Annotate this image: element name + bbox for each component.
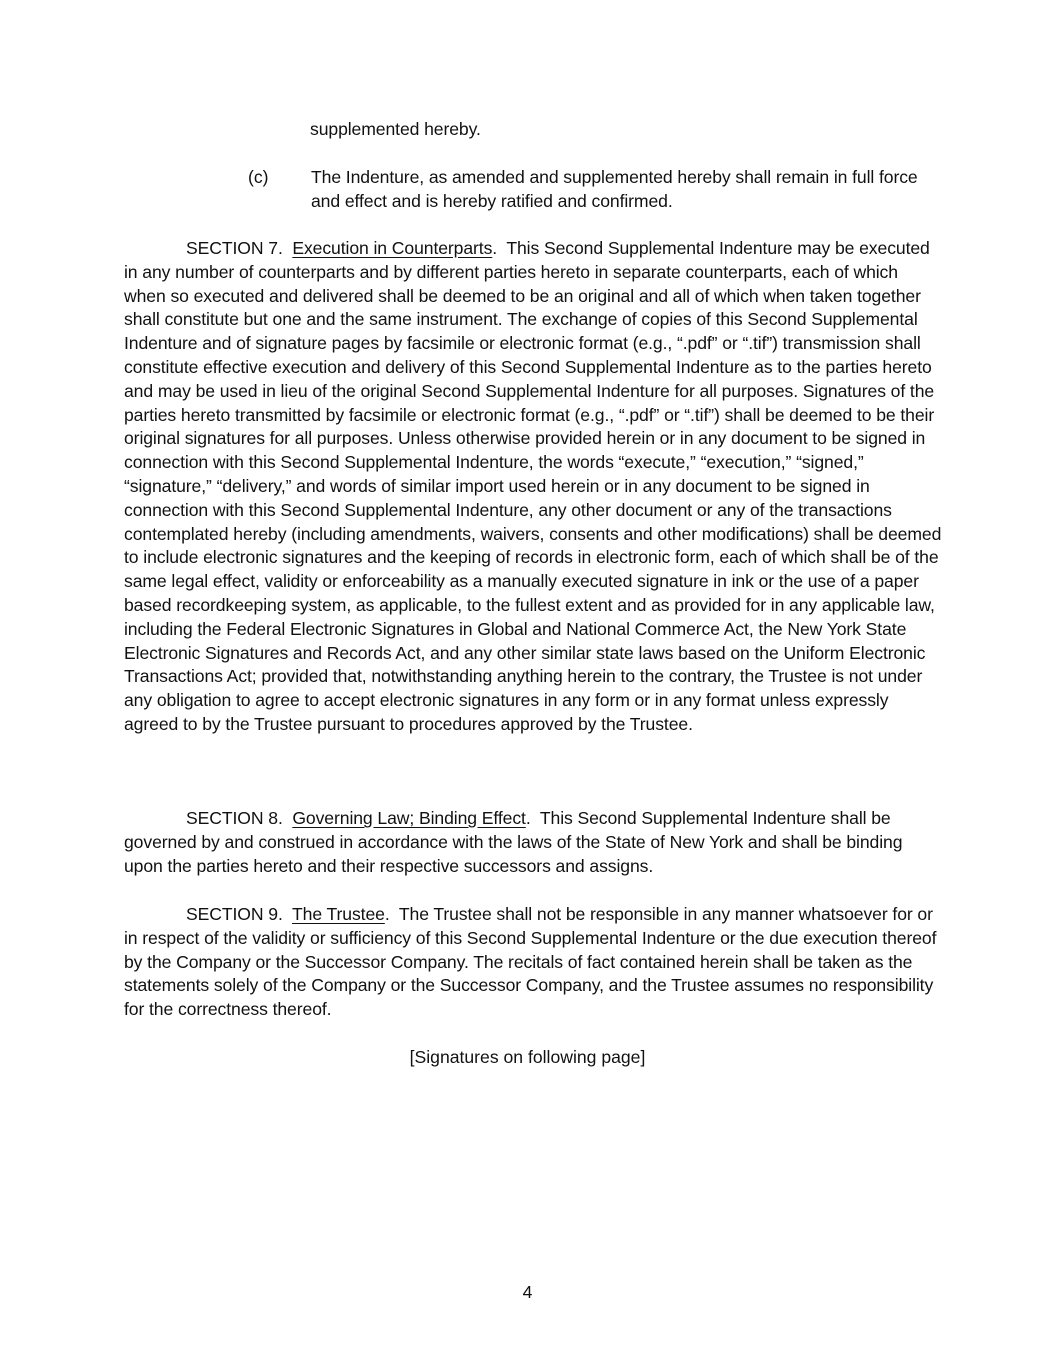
section-8-paragraph: SECTION 8. Governing Law; Binding Effect. This Second Supplemental Indenture shall be governed by and construed in accordance with the laws of the State of New York and shall be binding upon the parties hereto and their respective successors and assigns. [124,808,903,876]
item-c-text: The Indenture, as amended and supplemented hereby shall remain in full force and effect and is hereby ratified and confirmed. [311,167,918,211]
section-9-paragraph: SECTION 9. The Trustee. The Trustee shall not be responsible in any manner whatsoever for or in respect of the validity or sufficiency of this Second Supplemental Indenture or the due execution thereof by the Company or the Successor Company. The recitals of fact contained herein shall be taken as the statements solely of the Company or the Successor Company, and the Trustee assumes no responsibility for the correctness thereof. [124,904,937,1020]
section-9-number: SECTION 9. [186,904,283,924]
section-9-body: The Trustee shall not be responsible in any manner whatsoever for or in respect of the validity or sufficiency of this Second Supplemental Indenture or the due execution thereof by the Company or the Successor Company. The recitals of fact contained herein shall be taken as the statements solely of the Company or the Successor Company, and the Trustee assumes no responsibility for the correctness thereof. [124,904,937,1020]
section-8-heading: Governing Law; Binding Effect [292,808,526,828]
section-8-number: SECTION 8. [186,808,283,828]
section-7-paragraph: SECTION 7. Execution in Counterparts. This Second Supplemental Indenture may be executed in any number of counterparts and by different parties hereto in separate counterparts, each of which when so executed and delivered shall be deemed to be an original and all of which when taken together shall constitute but one and the same instrument. The exchange of copies of this Second Supplemental Indenture and of signature pages by facsimile or electronic format (e.g., “.pdf” or “.tif”) transmission shall constitute effective execution and delivery of this Second Supplemental Indenture as to the parties hereto and may be used in lieu of the original Second Supplemental Indenture for all purposes. Signatures of the parties hereto transmitted by facsimile or electronic format (e.g., “.pdf” or “.tif”) shall be deemed to be their original signatures for all purposes. Unless otherwise provided herein or in any document to be signed in connection with this Second Supplemental Indenture, the words “execute,” “execution,” “signed,” “signature,” “delivery,” and words of similar import used herein or in any document to be signed in connection with this Second Supplemental Indenture, any other document or any of the transactions contemplated hereby (including amendments, waivers, consents and other modifications) shall be deemed to include electronic signatures and the keeping of records in electronic form, each of which shall be of the same legal effect, validity or enforceability as a manually executed signature in ink or the use of a paper based recordkeeping system, as applicable, to the fullest extent and as provided for in any applicable law, including the Federal Electronic Signatures in Global and National Commerce Act, the New York State Electronic Signatures and Records Act, and any other similar state laws based on the Uniform Electronic Transactions Act; provided that, notwithstanding anything herein to the contrary, the Trustee is not under any obligation to agree to accept electronic signatures in any form or in any format unless expressly agreed to by the Trustee pursuant to procedures approved by the Trustee. [124,238,942,734]
section-8-body: This Second Supplemental Indenture shall be governed by and construed in accordance with the laws of the State of New York and shall be binding upon the parties hereto and their respective successors and assigns. [124,808,903,876]
section-9-heading: The Trustee [292,904,385,924]
item-c-label: (c) [248,167,269,187]
section-7-number: SECTION 7. [186,238,283,258]
page-number: 4 [522,1282,533,1302]
signatures-note: [Signatures on following page] [409,1047,646,1067]
continuation-text: supplemented hereby. [310,119,481,139]
section-7-heading: Execution in Counterparts [292,238,493,258]
section-7-body: This Second Supplemental Indenture may be executed in any number of counterparts and by different parties hereto in separate counterparts, each of which when so executed and delivered shall be deemed to be an original and all of which when taken together shall constitute but one and the same instrument. The exchange of copies of this Second Supplemental Indenture and of signature pages by facsimile or electronic format (e.g., “.pdf” or “.tif”) transmission shall constitute effective execution and delivery of this Second Supplemental Indenture as to the parties hereto and may be used in lieu of the original Second Supplemental Indenture for all purposes. Signatures of the parties hereto transmitted by facsimile or electronic format (e.g., “.pdf” or “.tif”) shall be deemed to be their original signatures for all purposes. Unless otherwise provided herein or in any document to be signed in connection with this Second Supplemental Indenture, the words “execute,” “execution,” “signed,” “signature,” “delivery,” and words of similar import used herein or in any document to be signed in connection with this Second Supplemental Indenture, any other document or any of the transactions contemplated hereby (including amendments, waivers, consents and other modifications) shall be deemed to include electronic signatures and the keeping of records in electronic form, each of which shall be of the same legal effect, validity or enforceability as a manually executed signature in ink or the use of a paper based recordkeeping system, as applicable, to the fullest extent and as provided for in any applicable law, including the Federal Electronic Signatures in Global and National Commerce Act, the New York State Electronic Signatures and Records Act, and any other similar state laws based on the Uniform Electronic Transactions Act; provided that, notwithstanding anything herein to the contrary, the Trustee is not under any obligation to agree to accept electronic signatures in any form or in any format unless expressly agreed to by the Trustee pursuant to procedures approved by the Trustee. [124,238,942,734]
